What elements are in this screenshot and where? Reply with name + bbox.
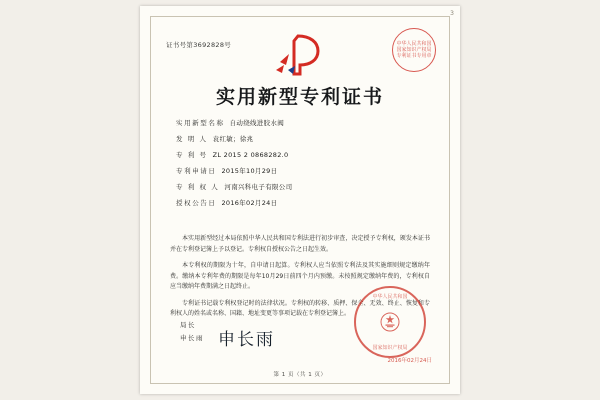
field-row: [176, 134, 426, 143]
seal-date-stamp: 2016年02月24日: [387, 358, 432, 364]
top-right-seal: [392, 28, 436, 72]
national-emblem-icon: [379, 311, 401, 333]
signature-title: 局长: [180, 321, 196, 329]
signature-handwriting: 申长雨: [218, 330, 275, 350]
field-label: 授权公告日: [176, 199, 217, 207]
body-paragraph: 本专利权的期限为十年，自申请日起算。专利权人应当依照专利法及其实施细则规定缴纳年费。缴纳本专利年费的期限是每年10月29日前四个月内预缴。未按照规定缴纳年费的，专利权自应当缴纳年费期满之日起终止。: [170, 262, 430, 290]
certificate-serial: [166, 40, 231, 49]
field-row: [176, 198, 426, 207]
signature-block: [180, 320, 204, 342]
field-label: 专利申请日: [176, 167, 217, 175]
field-label: 专 利 权 人: [176, 183, 220, 191]
field-label: 专 利 号: [176, 151, 208, 159]
field-value: 河南兴科电子有限公司: [224, 183, 293, 191]
field-row: [176, 166, 426, 175]
patent-office-logo-icon: [272, 32, 328, 78]
official-round-seal: [354, 286, 426, 358]
signature-name: 申长雨: [180, 334, 204, 342]
seal-top-text: 中华人民共和国: [372, 294, 408, 300]
certificate-serial-label: 证书号第: [166, 41, 194, 49]
field-value: 2015年10月29日: [221, 167, 278, 175]
field-value: 2016年02月24日: [221, 199, 278, 207]
field-value: 自动绕线进胶水阀: [229, 119, 285, 127]
certificate-fields: [176, 118, 426, 214]
field-value: ZL 2015 2 0868282.0: [212, 151, 289, 159]
body-paragraph: 专利证书记载专利权登记时的法律状况。专利权的转移、质押、保全、无效、终止、恢复和专利权人的姓名或名称、国籍、地址变更等事项记载在专利登记簿上。: [170, 299, 430, 317]
certificate-title: 实用新型专利证书: [215, 86, 384, 108]
field-row: [176, 182, 426, 191]
certificate-sheet: [140, 6, 460, 394]
top-seal-line-3: 专利证书专用章: [396, 53, 432, 60]
field-row: [176, 150, 426, 159]
page-corner-mark: 3: [450, 10, 454, 17]
seal-bottom-text: 国家知识产权局: [372, 345, 408, 351]
top-seal-line-1: 中华人民共和国: [396, 40, 432, 47]
field-label: 实用新型名称: [176, 119, 225, 127]
page-footer: 第 1 页（共 1 页）: [273, 372, 327, 378]
certificate-serial-value: 3692828号: [193, 41, 232, 49]
body-paragraph: 本实用新型经过本局依照中华人民共和国专利法进行初步审查，决定授予专利权，颁发本证书并在专利登记簿上予以登记。专利权自授权公告之日起生效。: [170, 235, 430, 253]
top-seal-line-2: 国家知识产权局: [396, 46, 432, 53]
field-value: 袁红敏；徐兆: [212, 135, 254, 143]
field-label: 发 明 人: [176, 135, 208, 143]
field-row: [176, 118, 426, 127]
